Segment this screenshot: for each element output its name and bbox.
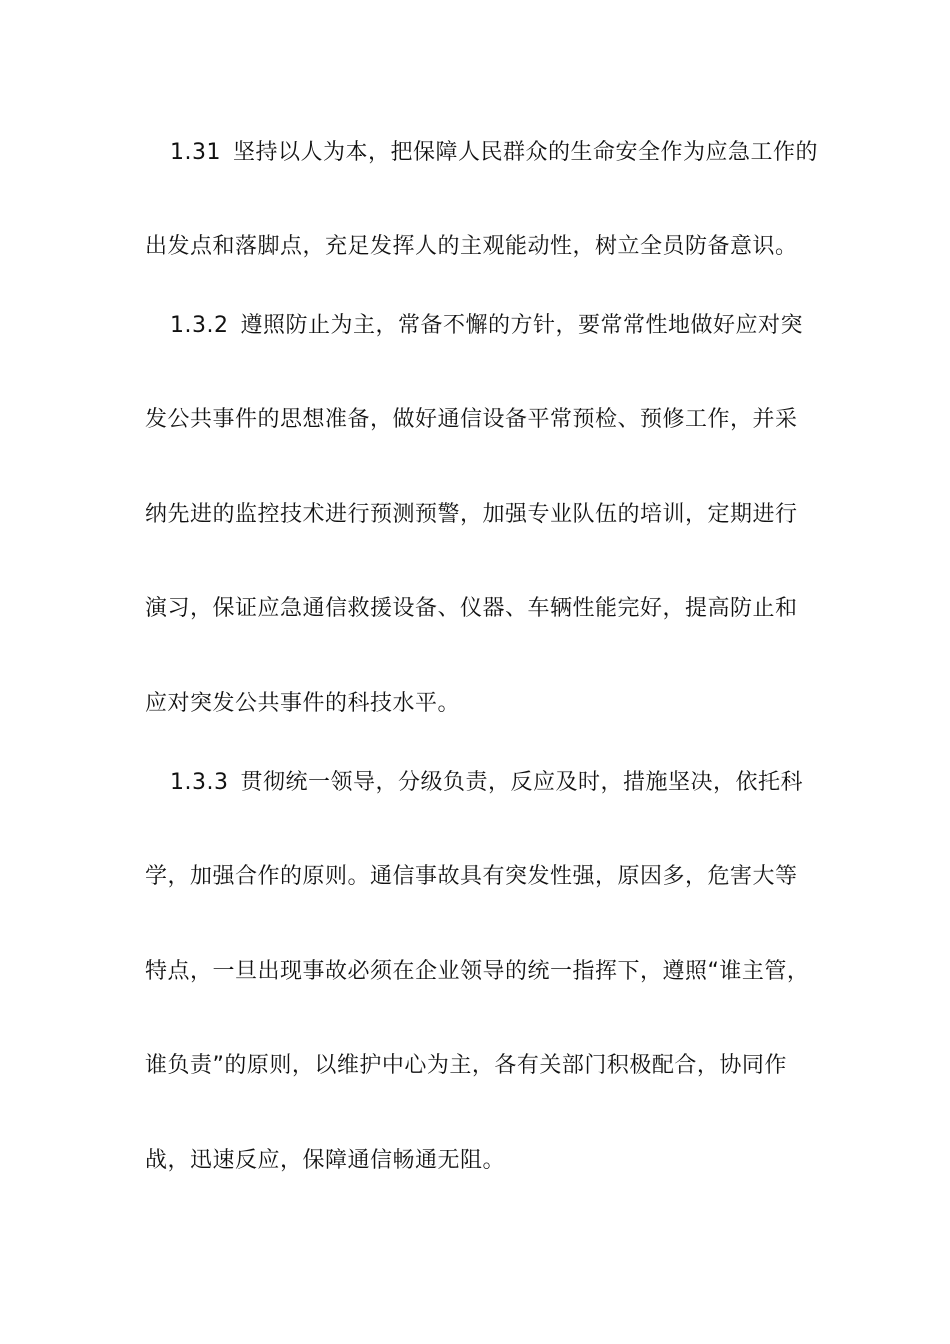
paragraph-2-line-4: 演习，保证应急通信救援设备、仪器、车辆性能完好，提高防止和 bbox=[145, 596, 798, 621]
paragraph-3-line-5: 战，迅速反应，保障通信畅通无阻。 bbox=[145, 1148, 506, 1173]
paragraph-2-line-5: 应对突发公共事件的科技水平。 bbox=[145, 691, 461, 716]
paragraph-1-line-1: 1.31 坚持以人为本，把保障人民群众的生命安全作为应急工作的 bbox=[170, 140, 818, 165]
paragraph-3-line-3: 特点，一旦出现事故必须在企业领导的统一指挥下，遵照“谁主管， bbox=[145, 959, 810, 984]
paragraph-3-line-4: 谁负责”的原则，以维护中心为主，各有关部门积极配合，协同作 bbox=[145, 1053, 787, 1078]
paragraph-2-line-2: 发公共事件的思想准备，做好通信设备平常预检、预修工作，并采 bbox=[145, 407, 798, 432]
paragraph-1-line-2: 出发点和落脚点，充足发挥人的主观能动性，树立全员防备意识。 bbox=[145, 234, 798, 259]
section-number-1-3-1: 1.31 bbox=[170, 140, 221, 165]
section-number-1-3-2: 1.3.2 bbox=[170, 313, 229, 338]
paragraph-3-line-2: 学，加强合作的原则。通信事故具有突发性强，原因多，危害大等 bbox=[145, 864, 798, 889]
paragraph-3-line-1: 1.3.3 贯彻统一领导，分级负责，反应及时，措施坚决，依托科 bbox=[170, 770, 803, 795]
paragraph-2-line-3: 纳先进的监控技术进行预测预警，加强专业队伍的培训，定期进行 bbox=[145, 502, 798, 527]
paragraph-2-line-1: 1.3.2 遵照防止为主，常备不懈的方针，要常常性地做好应对突 bbox=[170, 313, 803, 338]
section-number-1-3-3: 1.3.3 bbox=[170, 770, 229, 795]
